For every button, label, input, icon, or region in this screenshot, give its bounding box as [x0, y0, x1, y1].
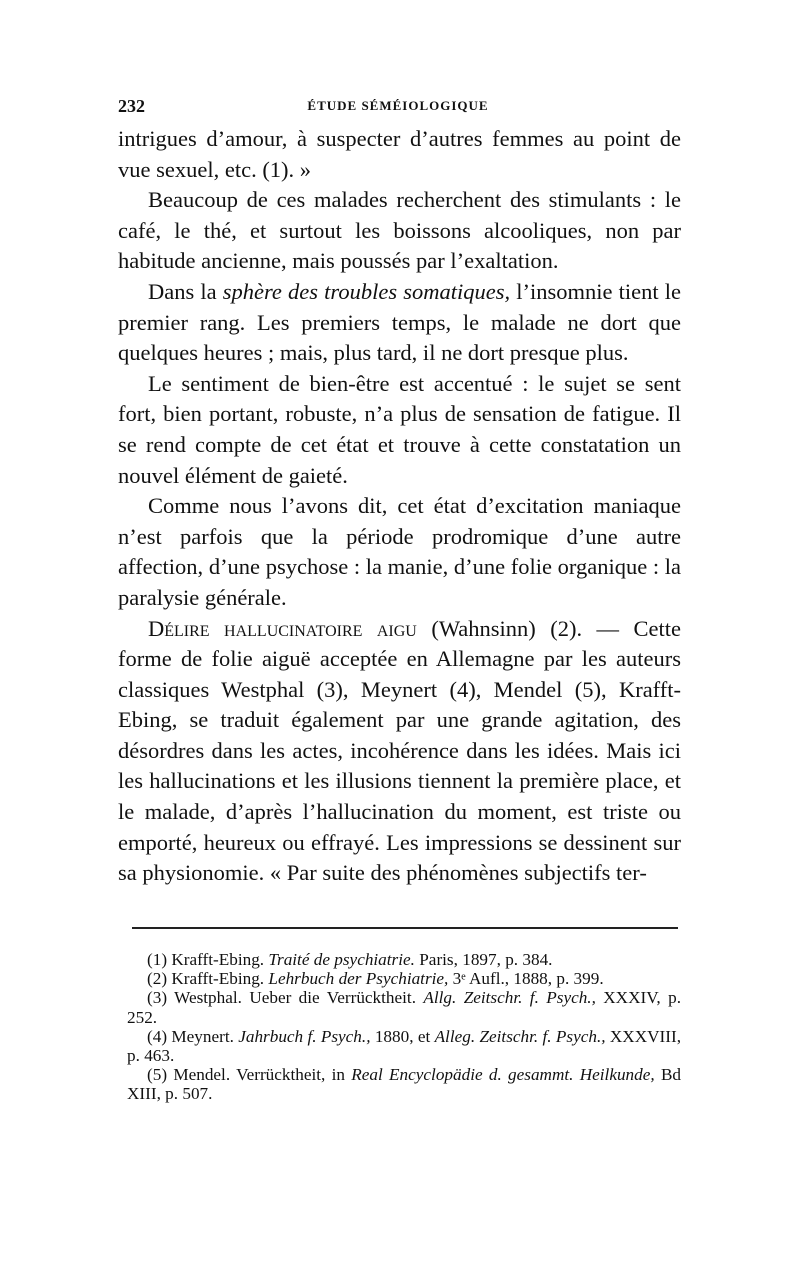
italic-title: Lehrbuch der Psychiatrie, — [268, 969, 449, 989]
footnote — [127, 1065, 681, 1103]
text-run: (4) Meynert. — [147, 1026, 239, 1046]
footnote — [127, 969, 681, 988]
paragraph: Le sentiment de bien-être est accentué : le sujet se sent fort, bien portant, robuste, n’a plus de sensation de fatigue. Il se rend compte de cet état et trouve à cette constatation un nouvel élément de gaieté. — [118, 370, 681, 488]
italic-title: Allg. Zeitschr. f. Psych., — [423, 988, 596, 1008]
footnote — [127, 988, 681, 1026]
text-run: 3ᵉ Aufl., 1888, p. 399. — [448, 969, 604, 989]
italic-title: Alleg. Zeitschr. f. Psych., — [434, 1026, 606, 1046]
text-run: Paris, 1897, p. 384. — [414, 950, 553, 969]
text-run: (3) Westphal. Ueber die Verrücktheit. — [147, 988, 424, 1008]
text-run: l’insomnie tient le premier rang. Les premiers temps, le malade ne dort que quelques heures ; mais, plus tard, il ne dort presque plus. — [118, 278, 682, 366]
text-run: (5) Mendel. Verrücktheit, in — [147, 1065, 352, 1085]
footnote — [127, 1027, 681, 1065]
footnote-rule — [132, 927, 678, 929]
text-run: (2) Krafft-Ebing. — [147, 969, 269, 989]
paragraph: intrigues d’amour, à suspecter d’autres femmes au point de vue sexuel, etc. (1). » — [118, 126, 681, 182]
italic-title: Real Encyclopädie d. gesammt. Heilkunde, — [351, 1065, 655, 1085]
text-run: Dans la — [148, 278, 223, 304]
paragraph — [118, 614, 681, 889]
paragraph — [118, 277, 681, 369]
text-run: XXXVIII, p. 463. — [127, 1026, 681, 1066]
running-title: ÉTUDE SÉMÉIOLOGIQUE — [307, 98, 489, 113]
text-run: (Wahnsinn) (2). — Cette forme de folie aiguë acceptée en Allemagne par les auteurs classiques Westphal (3), Meynert (4), Mendel (5), Krafft-Ebing, se traduit également par une grande agitation, des désordres dans les actes, incohérence dans les idées. Mais ici les hallucinations et les illusions tiennent la première place, et le malade, d’après l’hallucination du moment, est triste ou emporté, heureux ou effrayé. Les impressions se dessinent sur sa physionomie. « Par suite des phénomènes subjectifs ter- — [118, 615, 681, 886]
paragraph: Comme nous l’avons dit, cet état d’excitation maniaque n’est parfois que la période prodromique d’une autre affection, d’une psychose : la manie, d’une folie organique : la paralysie générale. — [118, 493, 681, 610]
text-run: Bd XIII, p. 507. — [127, 1065, 681, 1104]
footnote — [127, 950, 681, 969]
main-text — [118, 124, 681, 889]
text-run: XXXIV, p. 252. — [127, 988, 681, 1027]
text-run: 1880, et — [370, 1026, 435, 1046]
running-header — [118, 96, 678, 118]
paragraph: Beaucoup de ces malades recherchent des stimulants : le café, le thé, et surtout les boissons alcooliques, non par habitude ancienne, mais poussés par l’exaltation. — [118, 187, 681, 274]
text-run: (1) Krafft-Ebing. — [147, 950, 269, 969]
italic-title: Jahrbuch f. Psych., — [238, 1026, 371, 1046]
footnotes — [127, 950, 681, 1104]
page-number: 232 — [118, 96, 145, 116]
italic-phrase: sphère des troubles somatiques, — [222, 278, 511, 304]
section-heading: Délire hallucinatoire aigu — [148, 615, 417, 641]
italic-title: Traité de psychiatrie. — [268, 950, 415, 969]
